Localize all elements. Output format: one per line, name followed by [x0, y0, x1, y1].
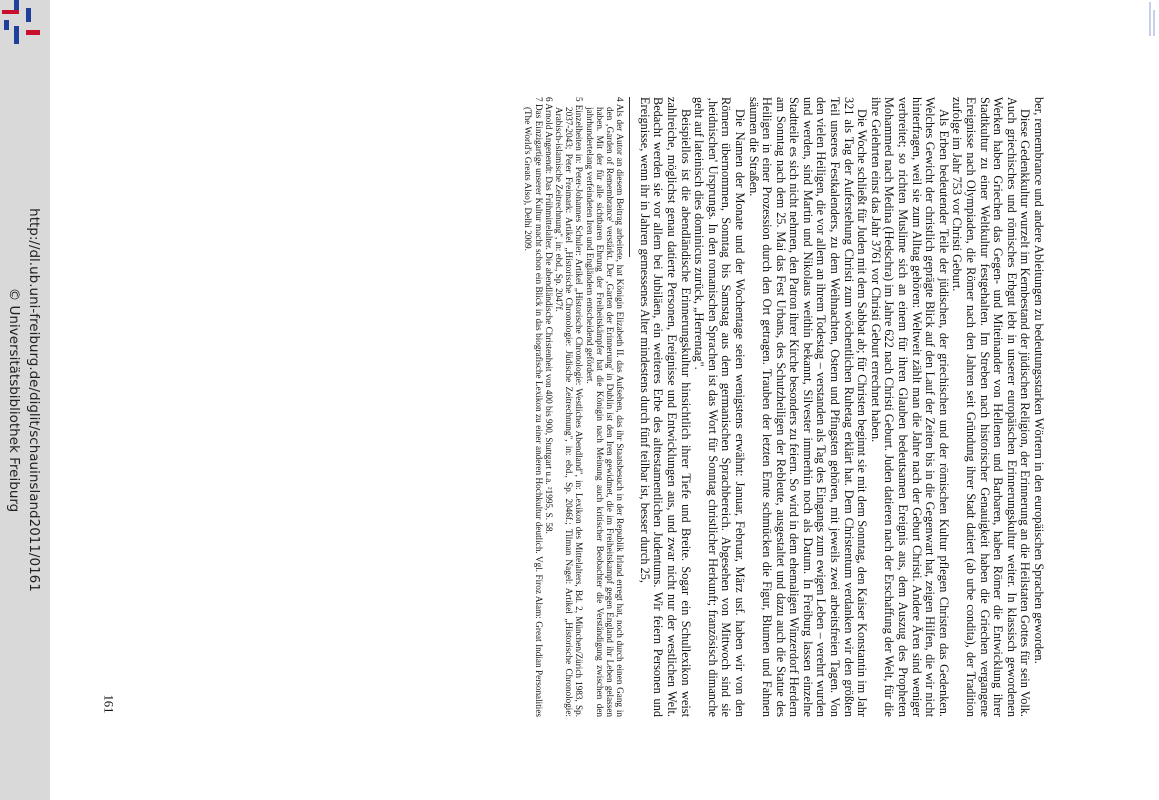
footnote: 6 Arnold Angenendt: Das Frühmittelalter. Die abendländische Christenheit von 400 bis 900, Stuttgart u.a. ²1995, S. 58. — [543, 97, 554, 534]
paragraph: Die Namen der Monate und der Wochentage seien wenigstens erwähnt: Januar, Februar, März usf. haben wir von den Römern übernommen, Sonntag bis Samstag aus dem germanischen Sprachbereich. Abgesehen von Mittwoch sind sie ‚heidnischen' Ursprungs. In den romanischen Sprachen ist das Wort für Sonntag christlicher Herkunft; französisch dimanche geht auf lateinisch dies dominicus zurück, „Herrentag". — [692, 97, 747, 717]
copyright-notice: © Universitätsbibliothek Freiburg — [6, 287, 22, 513]
footnote: 5 Einzelheiten in: Peter-Johannes Schuler: Artikel „Historische Chronologie: Westliches Abendland", in: Lexikon des Mittelalters, Bd. 2, München/Zürich 1983, Sp. 2037-2043; Peter Freimark: Artikel „Historische Chronologie: Jüdische Zeitrechnung", in: ebd., Sp. 2046f.; Tilman Nagel: Artikel „Historische Chronologie: Arabisch-islamische Zeitrechnung", in: ebd., Sp. 2047f. — [553, 97, 585, 717]
footnote-divider — [629, 97, 630, 257]
page-text-block — [523, 97, 1045, 717]
page-number: 161 — [101, 694, 116, 714]
footnote: 4 Als der Autor an diesem Beitrag arbeitete, hat Königin Elizabeth II. das Aufsehen, das ihr Staatsbesuch in der Republik Irland erregt hat, noch durch einen Gang in den ‚Garden of Remembrance' verstärkt. Der ‚Garten der Erinnerung' in Dublin ist den Iren gewidmet, die im Freiheitskampf gegen England ihr Leben gelassen haben. Mit der für alle sichtbaren Ehrung der Freiheitskämpfer hat die Königin nach Meinung auch kritischer Beobachter die Verständigung zwischen den jahrhundertelang verfeindeten Iren und Engländern entscheidend gefördert. — [584, 97, 626, 717]
paragraph: ber, remembrance und andere Ableitungen zu bedeutungsstarken Wörtern in den europäischen Sprachen geworden. — [1032, 97, 1046, 664]
paragraph: Als Erben bedeutender Teile der jüdischen, der griechischen und der römischen Kultur pflegen Christen das Gedenken. Welches Gewicht der christlich geprägte Blick auf den Lauf der Zeiten bis in die Gegenwart hat, zeigen Hilfen, die wir nicht hinterfragen, weil sie zum Alltag gehören: Weltweit zählt man die Jahre nach der Geburt Christi. Andere Ären sind weniger verbreitet; so richten Muslime sich an einem für ihren Glauben bedeutsamen Ereignis aus, dem Auszug des Propheten Mohammed nach Medina (Hedschra) im Jahre 622 nach Christi Geburt. Juden datieren nach der Erschaffung der Welt, für die ihre Gelehrten einst das Jahr 3761 vor Christi Geburt errechnet haben. — [868, 97, 951, 717]
footnote: 7 Das Einzigartige unserer Kultur macht schon ein Blick in das biografische Lexikon zu einer anderen Hochkultur deutlich. Vgl. Firoz Alam: Great Indian Personalities (The World's Greats Also), Delhi 2009. — [523, 97, 544, 717]
ub-freiburg-logo-icon[interactable] — [0, 0, 48, 48]
paragraph: Diese Gedenkkultur wurzelt im Kernbestand der jüdischen Religion, der Erinnerung an die Heilstaten Gottes für sein Volk. Auch griechisches und römisches Erbgut lebt in unserer europäischen Erinnerungskultur weiter. In klassisch gewordenen Werken haben Griechen das Gegen- und Miteinander von Hellenen und Barbaren, haben Römer die Entwicklung ihrer Stadtkultur zu einer Weltkultur festgehalten. Im Streben nach historischer Genauigkeit haben die Griechen vergangene Ereignisse nach Olympiaden, die Römer nach den Jahren seit Gründung ihrer Stadt datiert (ab urbe condita), der Tradition zufolge im Jahr 753 vor Christi Geburt. — [950, 97, 1033, 717]
corner-marker-icon — [1147, 0, 1157, 40]
paragraph: Die Woche schließt für Juden mit dem Sabbat ab; für Christen beginnt sie mit dem Sonntag, den Kaiser Konstantin im Jahr 321 als Tag der Auferstehung Christi zum wöchentlichen Ruhetag erklärt hat. Dem Christentum verdanken wir den größten Teil unseres Festkalenders, zu dem Weihnachten, Ostern und Pfingsten gehören, mit jeweils zwei arbeitsfreien Tagen. Von den vielen Heiligen, die vor allem an ihrem Todestag – verstanden als Tag des Eingangs zum ewigen Leben – verehrt wurden und werden, sind Martin und Nikolaus weithin bekannt, Silvester immerhin noch als Datum. In Freiburg lassen einzelne Stadtteile es sich nicht nehmen, den Patron ihrer Kirche besonders zu feiern. So wird in dem ehemaligen Winzerdorf Herdern am Sonntag nach dem 25. Mai das Fest Urbans, des Schutzheiligen der Rebleute, ausgestaltet und dazu auch die Statue des Heiligen in einer Prozession durch den Ort getragen. Trauben der letzten Ernte schmücken die Figur, Blumen und Fahnen säumen die Straßen. — [746, 97, 870, 717]
viewer-sidebar — [0, 0, 50, 800]
paragraph: Beispiellos ist die abendländische Erinnerungskultur hinsichtlich ihrer Tiefe und Breite. Sogar ein Schullexikon weist zahlreiche, möglichst genau datierte Personen, Ereignisse und Entwicklungen aus, und zwar nicht nur der westlichen Welt. Bedacht werden sie vor allem bei Jubiläen, ein weiteres Erbe des alttestamentlichen Judentums. Wir feiern Personen und Ereignisse, wenn ihr in Jahren gemessenes Alter mindestens durch fünf teilbar ist, besser durch 25, — [637, 97, 693, 717]
document-url[interactable]: http://dl.ub.uni-freiburg.de/diglit/schauinsland2011/0161 — [26, 208, 42, 592]
